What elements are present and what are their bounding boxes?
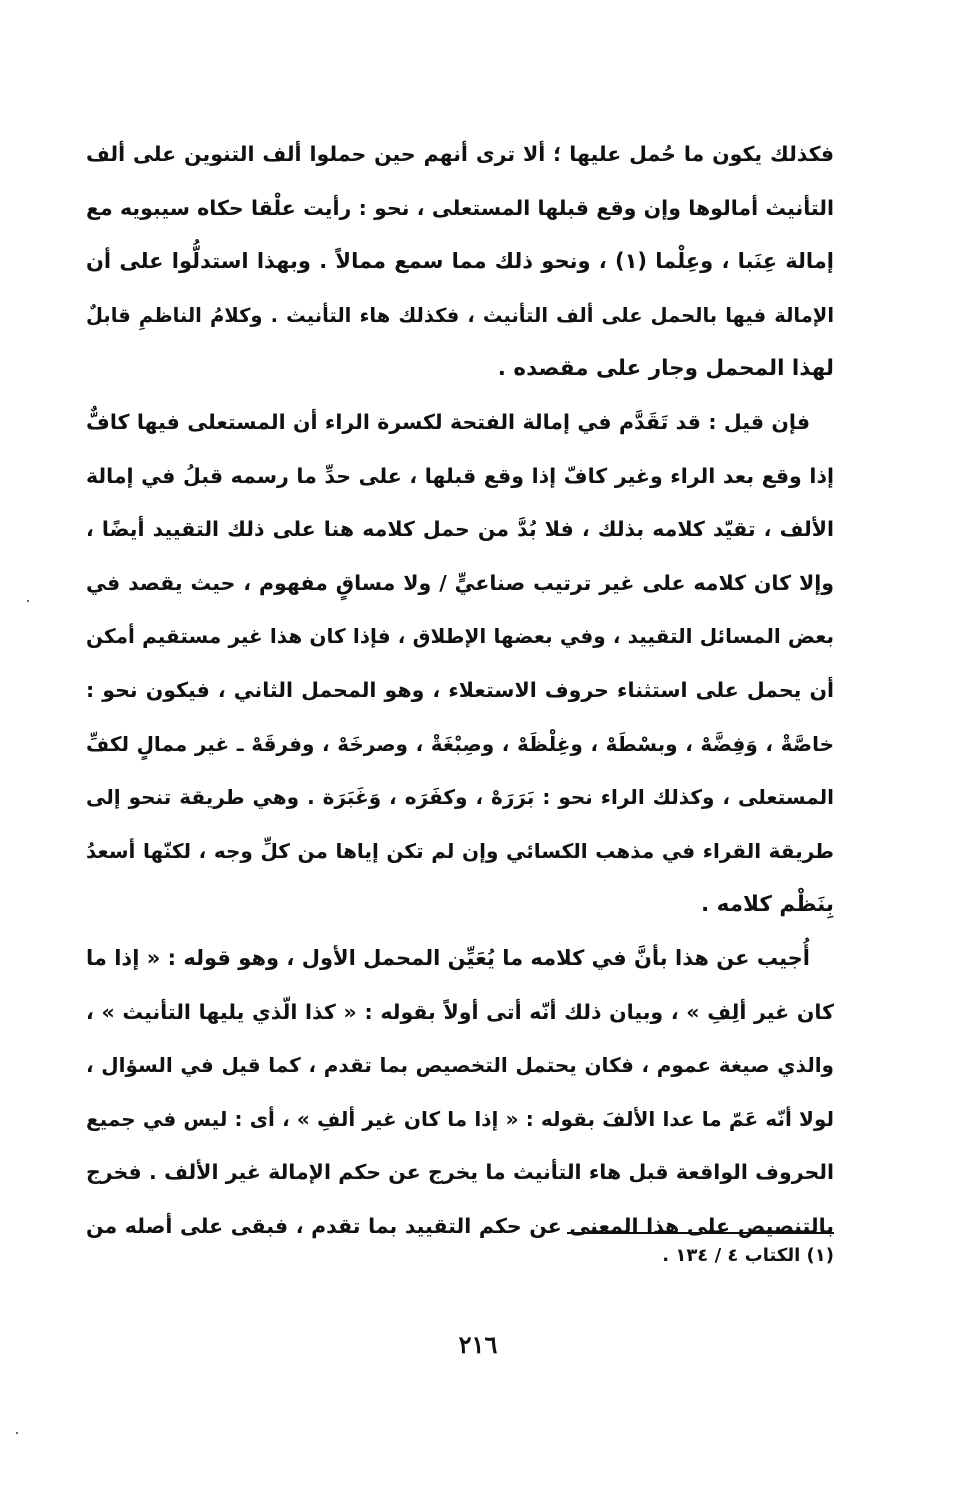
scan-speck [16,1432,18,1434]
text-line: إمالة عِنَبا ، وعِلْما (١) ، ونحو ذلك مما سمع ممالاً . وبهذا استدلُّوا على أن [86,249,834,274]
text-line: بالتنصيص على هذا المعنى عن حكم التقييد بما تقدم ، فبقى على أصله من [86,1213,834,1238]
footnote-separator [567,1232,834,1234]
text-line: فكذلك يكون ما حُمل عليها ؛ ألا ترى أنهم حين حملوا ألف التنوين على ألف [86,142,834,166]
text-line: لهذا المحمل وجار على مقصده . [497,356,834,382]
text-line: بعض المسائل التقييد ، وفي بعضها الإطلاق ، فإذا كان هذا غير مستقيم أمكن [86,624,834,649]
scan-speck [27,600,29,602]
paragraph-1 [86,128,834,396]
text-line: المستعلى ، وكذلك الراء نحو : بَرَرَهْ ، وكفَرَه ، وَغَبَرَة . وهي طريقة تنحو إلى [86,785,834,810]
text-line: والذي صيغة عموم ، فكان يحتمل التخصيص بما تقدم ، كما قيل في السؤال ، [86,1053,834,1078]
page-number: ٢١٦ [458,1330,498,1359]
text-line: خاصَّةْ ، وَفِضَّهْ ، وبسْطَهْ ، وغِلْظَهْ ، وصِبْغَةْ ، وصرخَهْ ، وفرقَهْ ـ غير ممالٍ لكفِّ [86,731,834,756]
text-line: أن يحمل على استثناء حروف الاستعلاء ، وهو المحمل الثاني ، فيكون نحو : [86,677,834,702]
text-line: وإلا كان كلامه على غير ترتيب صناعيٍّ / ولا مساقٍ مفهوم ، حيث يقصد في [86,570,834,595]
text-line: الحروف الواقعة قبل هاء التأنيث ما يخرج عن حكم الإمالة غير الألف . فخرج [86,1160,834,1185]
paragraph-2 [86,396,834,932]
text-line: الألف ، تقيّد كلامه بذلك ، فلا بُدَّ من حمل كلامه هنا على ذلك التقييد أيضًا ، [86,517,834,542]
text-line: فإن قيل : قد تَقَدَّم في إمالة الفتحة لكسرة الراء أن المستعلى فيها كافٌّ [86,410,810,434]
text-line: طريقة القراء في مذهب الكسائي وإن لم تكن إياها من كلِّ وجه ، لكنّها أسعدُ [86,838,834,863]
footnote: (١) الكتاب ٤ / ١٣٤ . [662,1245,834,1266]
text-line: كان غير ألِفِ » ، وبيان ذلك أنّه أتى أولاً بقوله : « كذا الّذي يليها التأنيث » ، [86,999,834,1024]
text-line: لولا أنّه عَمّ ما عدا الألفَ بقوله : « إذا ما كان غير ألفِ » ، أى : ليس في جميع [86,1106,834,1131]
text-line: إذا وقع بعد الراء وغير كافّ إذا وقع قبلها ، على حدِّ ما رسمه قبلُ في إمالة [86,463,834,488]
text-line: التأنيث أمالوها وإن وقع قبلها المستعلى ، نحو : رأيت علْقا حكاه سيبويه مع [86,195,834,220]
paragraph-3 [86,932,834,1254]
text-line: أُجيب عن هذا بأنَّ في كلامه ما يُعَيِّن المحمل الأول ، وهو قوله : « إذا ما [86,946,810,970]
text-line: الإمالة فيها بالحمل على ألف التأنيث ، فكذلك هاء التأنيث . وكلامُ الناظمِ قابلٌ [86,303,834,327]
text-line: بِنَظْم كلامه . [701,892,834,918]
